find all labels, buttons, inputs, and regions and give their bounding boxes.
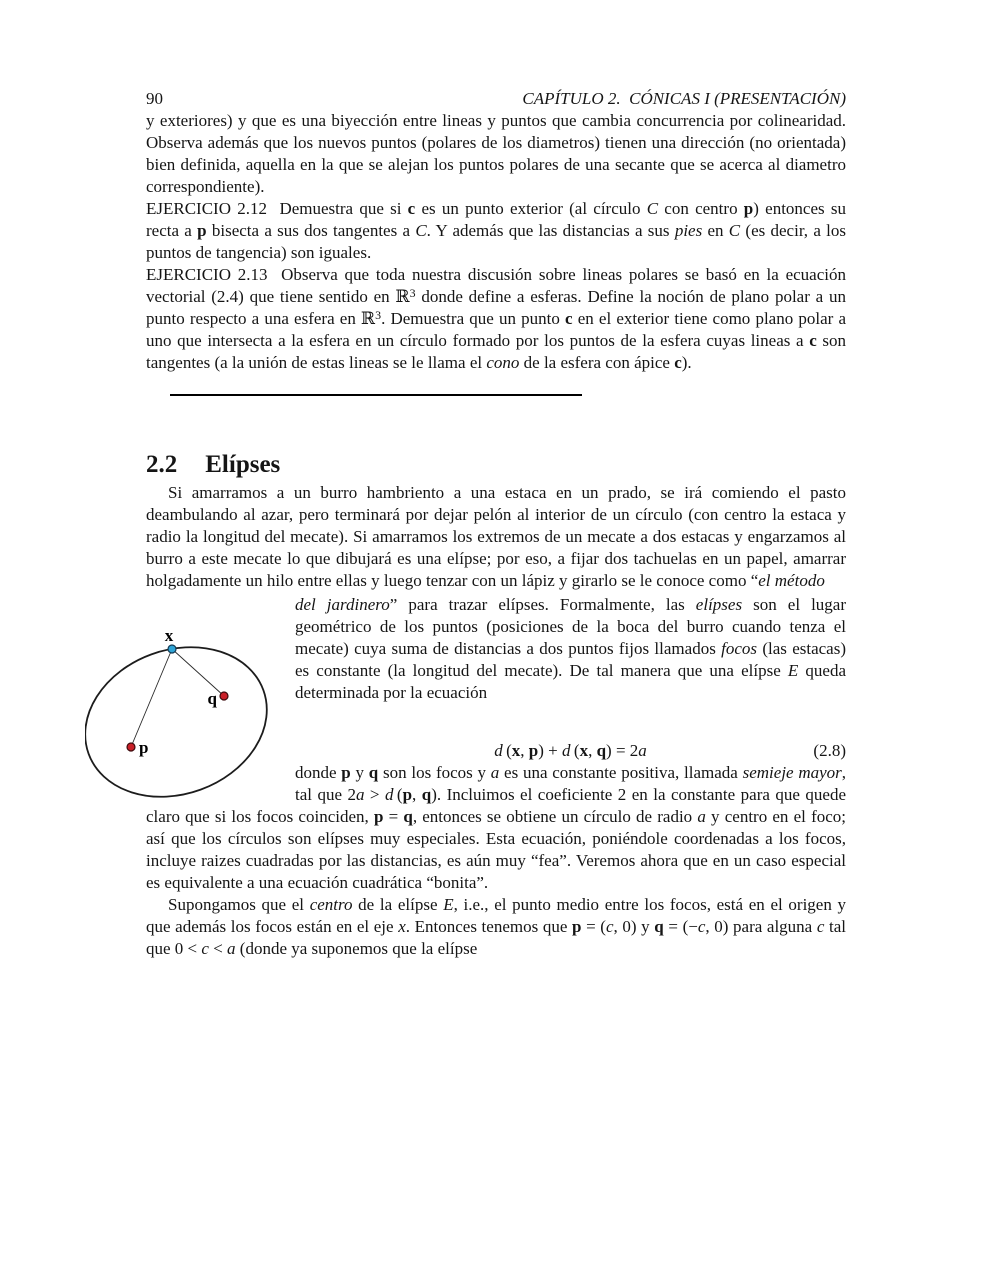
running-header xyxy=(146,88,846,110)
label-q: q xyxy=(207,689,217,708)
chapter-header: CAPÍTULO 2. CÓNICAS I (PRESENTACIÓN) xyxy=(522,89,846,108)
paragraph-exercise-2-13: EJERCICIO 2.13 Observa que toda nuestra discusión sobre lineas polares se basó en la ecuación vectorial (2.4) que tiene sentido en ℝ$^3$ donde define a esferas. Define la noción de plano polar a un punto respecto a una esfera en ℝ$^3$. Demuestra que un punto c en el exterior tiene como plano polar a uno que intersecta a la esfera en un círculo formado por los puntos de la esfera cuyas lineas a c son tangentes (a la unión de estas lineas se le llama el cono de la esfera con ápice c). xyxy=(146,265,846,372)
ellipse-point-x xyxy=(168,645,176,653)
paragraph-donde: donde p y q son los focos y a es una constante positiva, llamada semieje mayor, tal que 2a > d (p, q). Incluimos el coeficiente 2 en la constante para que quede claro que si los focos coinciden, p = q, entonces se obtiene un círculo de radio a y centro en el foco; así que los círculos son elípses muy especiales. Esta ecuación, poniéndole coordenadas a los focos, incluye raizes cuadradas por las distancias, es aún muy “fea”. Veremos ahora que en un caso especial es equivalente a una ecuación cuadrática “bonita”. xyxy=(146,763,847,892)
section-heading xyxy=(146,448,846,482)
text-column xyxy=(139,0,847,960)
section-title: Elípses xyxy=(205,451,281,478)
paragraph-exercise-2-12: EJERCICIO 2.12 Demuestra que si c es un punto exterior (al círculo C con centro p) entonces su recta a p bisecta a sus dos tangentes a C. Y además que las distancias a sus pies en C (es decir, a los puntos de tangencia) son iguales. xyxy=(146,199,846,262)
equation-2-8 xyxy=(146,740,846,762)
section-divider xyxy=(170,394,582,396)
paragraph-continuation: y exteriores) y que es una biyección entre lineas y puntos que cambia concurrencia por colinearidad. Observa además que los nuevos puntos (polares de los diametros) tienen una dirección (no orientada) bien definida, aquella en la que se alejan los puntos polares de una secante que se acerca al diametro correspondiente). xyxy=(146,111,846,196)
ellipse-curve xyxy=(85,624,288,809)
section-number: 2.2 xyxy=(146,451,178,478)
label-p: p xyxy=(139,738,149,757)
ellipse-figure xyxy=(85,624,315,809)
figure-wrap-zone xyxy=(139,594,847,894)
segment-x-to-p xyxy=(131,649,172,747)
paragraph-supongamos: Supongamos que el centro de la elípse E, i.e., el punto medio entre los focos, está en el origen y que además los focos están en el eje x. Entonces tenemos que p = (c, 0) y q = (−c, 0) para alguna c tal que 0 < c < a (donde ya suponemos que la elípse xyxy=(146,895,847,958)
paragraph-jardinero: del jardinero” para trazar elípses. Formalmente, las elípses son el lugar geométrico de los puntos (posiciones de la boca del burro cuando tenza el mecate) cuya suma de distancias a dos puntos fijos llamados focos (las estacas) es constante (la longitud del mecate). De tal manera que una elípse E queda determinada por la ecuación xyxy=(295,595,847,702)
page-number: 90 xyxy=(146,89,163,108)
equation-number: (2.8) xyxy=(813,741,846,760)
focus-point-p xyxy=(127,743,135,751)
label-x: x xyxy=(164,626,174,645)
equation-body: d (x, p) + d (x, q) = 2a xyxy=(494,741,647,760)
focus-point-q xyxy=(220,692,228,700)
paragraph-intro: Si amarramos a un burro hambriento a una estaca en un prado, se irá comiendo el pasto deambulando al azar, pero terminará por dejar pelón al interior de un círculo (con centro la estaca y radio la longitud del mecate). Si amarramos los extremos de un mecate a dos estacas y engarzamos al burro a este mecate lo que dibujará es una elípse; por eso, a fijar dos tachuelas en un papel, amarrar holgadamente un hilo entre ellas y luego tenzar con un lápiz y girarlo se le conoce como “el método xyxy=(146,483,846,590)
